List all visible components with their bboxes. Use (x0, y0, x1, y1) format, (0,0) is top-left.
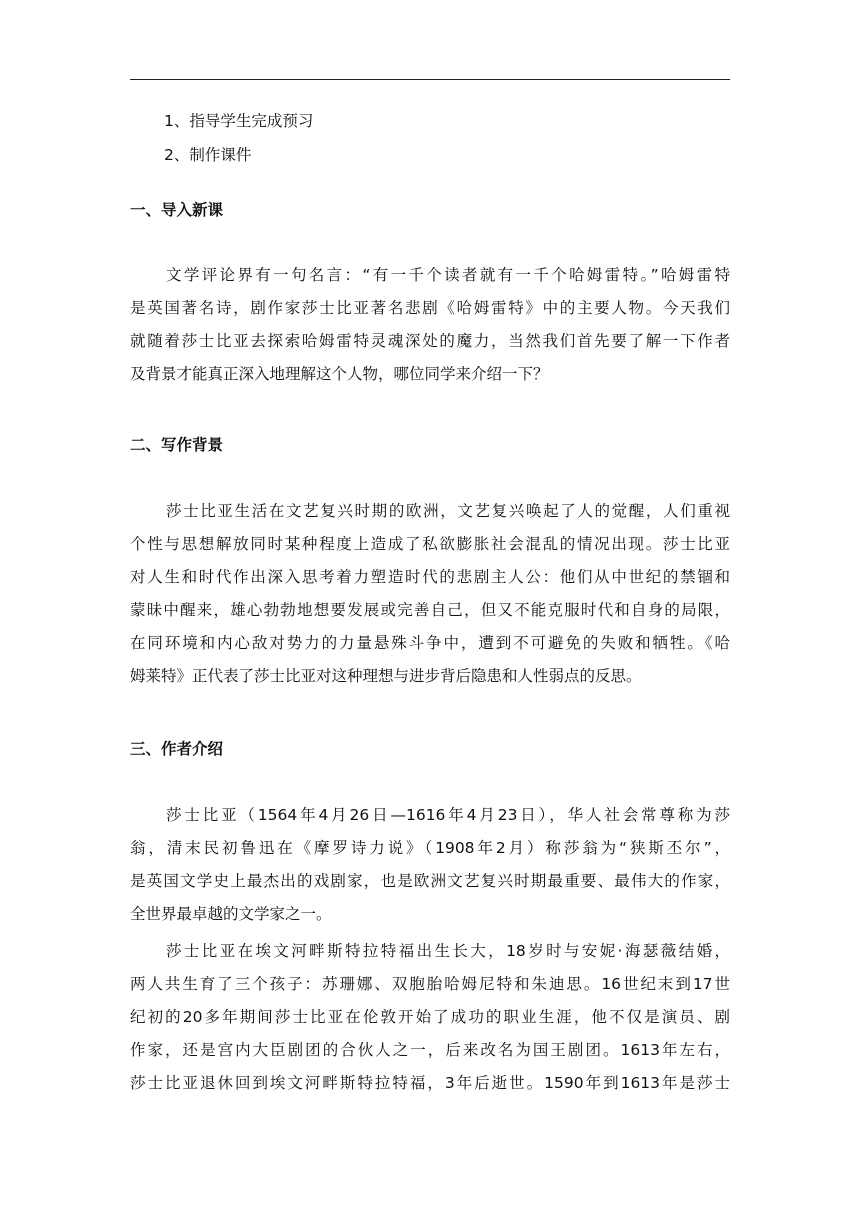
paragraph-line: 是英国文学史上最杰出的戏剧家，也是欧洲文艺复兴时期最重要、最伟大的作家， (130, 872, 730, 890)
paragraph-line: 姆莱特》正代表了莎士比亚对这种理想与进步背后隐患和人性弱点的反思。 (130, 667, 642, 685)
paragraph-line: 莎士比亚生活在文艺复兴时期的欧洲，文艺复兴唤起了人的觉醒，人们重视 (166, 502, 730, 520)
paragraph-line: 是英国著名诗，剧作家莎士比亚著名悲剧《哈姆雷特》中的主要人物。今天我们 (130, 299, 730, 317)
paragraph-line: 纪初的20多年期间莎士比亚在伦敦开始了成功的职业生涯，他不仅是演员、剧 (130, 1008, 730, 1026)
paragraph-line: 莎士比亚（1564年4月26日—1616年4月23日），华人社会常尊称为莎 (166, 806, 730, 824)
paragraph-line: 全世界最卓越的文学家之一。 (130, 905, 332, 923)
paragraph-line: 莎士比亚退休回到埃文河畔斯特拉特福，3年后逝世。1590年到1613年是莎士 (130, 1074, 730, 1092)
section-heading-author: 三、作者介绍 (130, 740, 224, 758)
section-heading-intro: 一、导入新课 (130, 201, 224, 219)
section-heading-background: 二、写作背景 (130, 436, 224, 454)
paragraph-line: 文学评论界有一句名言：“有一千个读者就有一千个哈姆雷特。”哈姆雷特 (166, 266, 730, 284)
prep-item-1: 1、指导学生完成预习 (164, 112, 314, 130)
paragraph-line: 两人共生育了三个孩子：苏珊娜、双胞胎哈姆尼特和朱迪思。16世纪末到17世 (130, 975, 730, 993)
author-paragraph-1 (130, 804, 730, 936)
paragraph-line: 在同环境和内心敌对势力的力量悬殊斗争中，遭到不可避免的失败和牺牲。《哈 (130, 634, 730, 652)
paragraph-line: 翁，清末民初鲁迅在《摩罗诗力说》（1908年2月）称莎翁为“狭斯丕尔”， (130, 839, 730, 857)
author-paragraph-2 (130, 940, 730, 1105)
intro-paragraph (130, 264, 730, 396)
paragraph-line: 莎士比亚在埃文河畔斯特拉特福出生长大，18岁时与安妮·海瑟薇结婚， (166, 942, 730, 960)
paragraph-line: 蒙昧中醒来，雄心勃勃地想要发展或完善自己，但又不能克服时代和自身的局限， (130, 601, 730, 619)
paragraph-line: 作家，还是宫内大臣剧团的合伙人之一，后来改名为国王剧团。1613年左右， (130, 1041, 730, 1059)
paragraph-line: 就随着莎士比亚去探索哈姆雷特灵魂深处的魔力，当然我们首先要了解一下作者 (130, 332, 730, 350)
paragraph-line: 对人生和时代作出深入思考着力塑造时代的悲剧主人公：他们从中世纪的禁锢和 (130, 568, 730, 586)
header-rule (130, 79, 730, 80)
prep-item-2: 2、制作课件 (164, 146, 252, 164)
paragraph-line: 及背景才能真正深入地理解这个人物，哪位同学来介绍一下？ (130, 365, 549, 383)
paragraph-line: 个性与思想解放同时某种程度上造成了私欲膨胀社会混乱的情况出现。莎士比亚 (130, 535, 730, 553)
background-paragraph (130, 500, 730, 698)
